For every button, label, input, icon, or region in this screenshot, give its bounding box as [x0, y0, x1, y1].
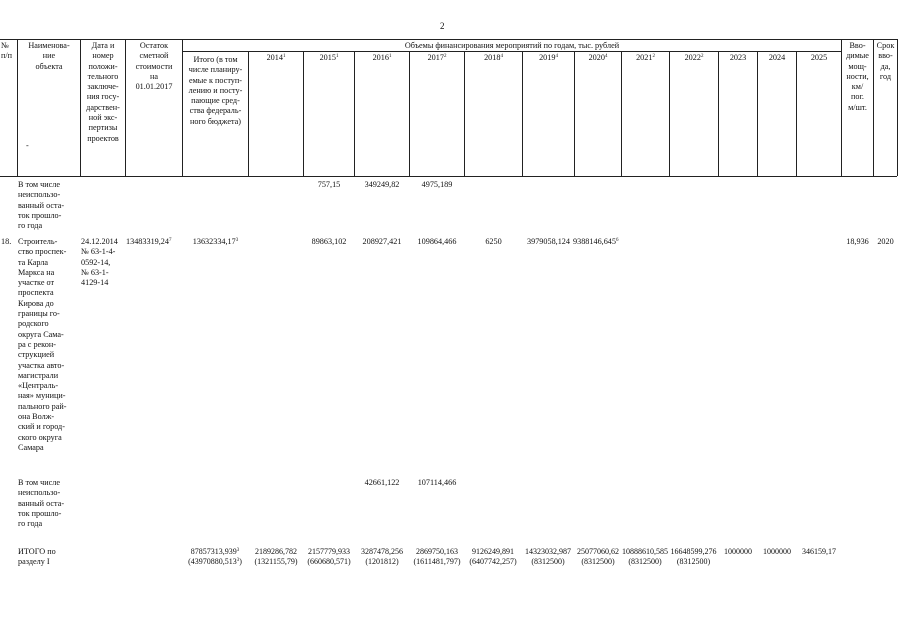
row-18-2016: 208927,421	[362, 237, 402, 246]
row-totals-2017: 2869750,163 (1611481,797)	[413, 547, 461, 566]
row-18-2018: 6250	[485, 237, 502, 246]
col-divider-12	[621, 51, 622, 176]
header-year-2023: 2023	[729, 53, 747, 62]
row-18-term: 2020	[877, 237, 894, 246]
row-totals-2023: 1000000	[724, 547, 752, 556]
row-totals-2016: 3287478,256 (1201812)	[361, 547, 403, 566]
header-term: Срок вво- да, год	[876, 41, 895, 81]
row-totals-2014: 2189286,782 (1321155,79)	[254, 547, 298, 566]
col-divider-6	[303, 51, 304, 176]
row-18-num: 18.	[1, 237, 12, 246]
header-year-2019: 2019$^4$	[539, 53, 558, 62]
col-divider-13	[669, 51, 670, 176]
col-divider-8	[409, 51, 410, 176]
row-18-2020: 9388146,645$^6$	[573, 237, 619, 246]
col-divider-10	[522, 51, 523, 176]
col-divider-15	[757, 51, 758, 176]
header-year-2025: 2025	[810, 53, 828, 62]
row-totals-2020: 25077060,62 (8312500)	[577, 547, 619, 566]
col-divider-14	[718, 51, 719, 176]
header-year-2021: 2021$^2$	[636, 53, 655, 62]
row-unused-2-2017: 107114,466	[417, 478, 457, 487]
page-number: 2	[440, 21, 445, 31]
row-unused-1-name: В том числе неиспользо- ванный оста- ток прошло- го года	[18, 180, 65, 231]
row-unused-1-2015: 757,15	[317, 180, 341, 189]
header-year-2014: 2014$^1$	[266, 53, 286, 62]
row-unused-1-2017: 4975,189	[421, 180, 453, 189]
row-totals-2021: 10888610,585 (8312500)	[622, 547, 668, 566]
col-divider-16	[796, 51, 797, 176]
header-capacity: Вво- димые мощ- ности, км/ пог. м/шт.	[846, 41, 869, 112]
row-18-name: Строитель- ство проспек- та Карла Маркса на участке от проспекта Кирова до границы го- родского округа Сама- ра с рекон- струкцией участка авто- магистрали «Централь- ная» муници- пального рай- она Волж- ский и город- ского округа Самара	[18, 237, 67, 452]
row-18-total: 13632334,17$^3$	[192, 237, 239, 246]
header-year-2016: 2016$^1$	[372, 53, 392, 62]
header-bottom-border	[0, 176, 897, 177]
header-year-2017: 2017$^2$	[427, 53, 447, 62]
header-total: Итого (в том числе планиру- емые к поступ- лению и посту- пающие сред- ства федераль- ного бюджета)	[188, 55, 243, 126]
col-divider-5	[248, 51, 249, 176]
row-unused-2-name: В том числе неиспользо- ванный оста- ток прошло- го года	[18, 478, 65, 529]
row-18-2015: 89863,102	[311, 237, 347, 246]
row-totals-2024: 1000000	[763, 547, 791, 556]
header-year-2015: 2015$^1$	[319, 53, 339, 62]
header-year-2022: 2022$^2$	[684, 53, 704, 62]
row-18-capacity: 18,936	[846, 237, 869, 246]
header-remainder: Остаток сметной стоимости на 01.01.2017	[135, 41, 173, 92]
row-totals-name: ИТОГО по разделу I	[18, 547, 56, 567]
row-18-expertise-date: 24.12.2014 № 63-1-4- 0592-14, № 63-1- 4129-14	[81, 237, 118, 288]
col-divider-19	[897, 39, 898, 176]
col-divider-7	[354, 51, 355, 176]
header-dash: -	[26, 141, 29, 150]
row-totals-2015: 2157779,933 (660680,571)	[307, 547, 351, 566]
header-name: Наименова- ние объекта	[28, 41, 70, 71]
header-year-2018: 2018$^4$	[484, 53, 503, 62]
header-num: № п/п	[1, 41, 13, 61]
col-divider-9	[464, 51, 465, 176]
header-group-title: Объемы финансирования мероприятий по годам, тыс. рублей	[404, 41, 620, 50]
header-year-2024: 2024	[768, 53, 786, 62]
header-expertise-date: Дата и номер положи- тельного заключе- ния госу- дарствен- ной экс- пертизы проектов	[86, 41, 120, 143]
header-year-2020: 2020$^4$	[588, 53, 608, 62]
row-18-2017: 109864,466	[417, 237, 457, 246]
table-top-border	[0, 39, 897, 40]
row-totals-2022: 16648599,276 (8312500)	[670, 547, 717, 566]
row-totals-2018: 9126249,891 (6407742,257)	[469, 547, 517, 566]
row-18-remainder: 13483319,24$^7$	[126, 237, 172, 246]
row-totals-2025: 346159,17	[802, 547, 836, 556]
row-unused-1-2016: 349249,82	[364, 180, 400, 189]
row-totals-total: 87857313,939$^3$ (43970880,513$^3$)	[188, 547, 242, 566]
row-totals-2019: 14323032,987 (8312500)	[525, 547, 571, 566]
col-divider-11	[574, 51, 575, 176]
row-18-2019: 3979058,124	[527, 237, 570, 246]
row-unused-2-2016: 42661,122	[364, 478, 400, 487]
